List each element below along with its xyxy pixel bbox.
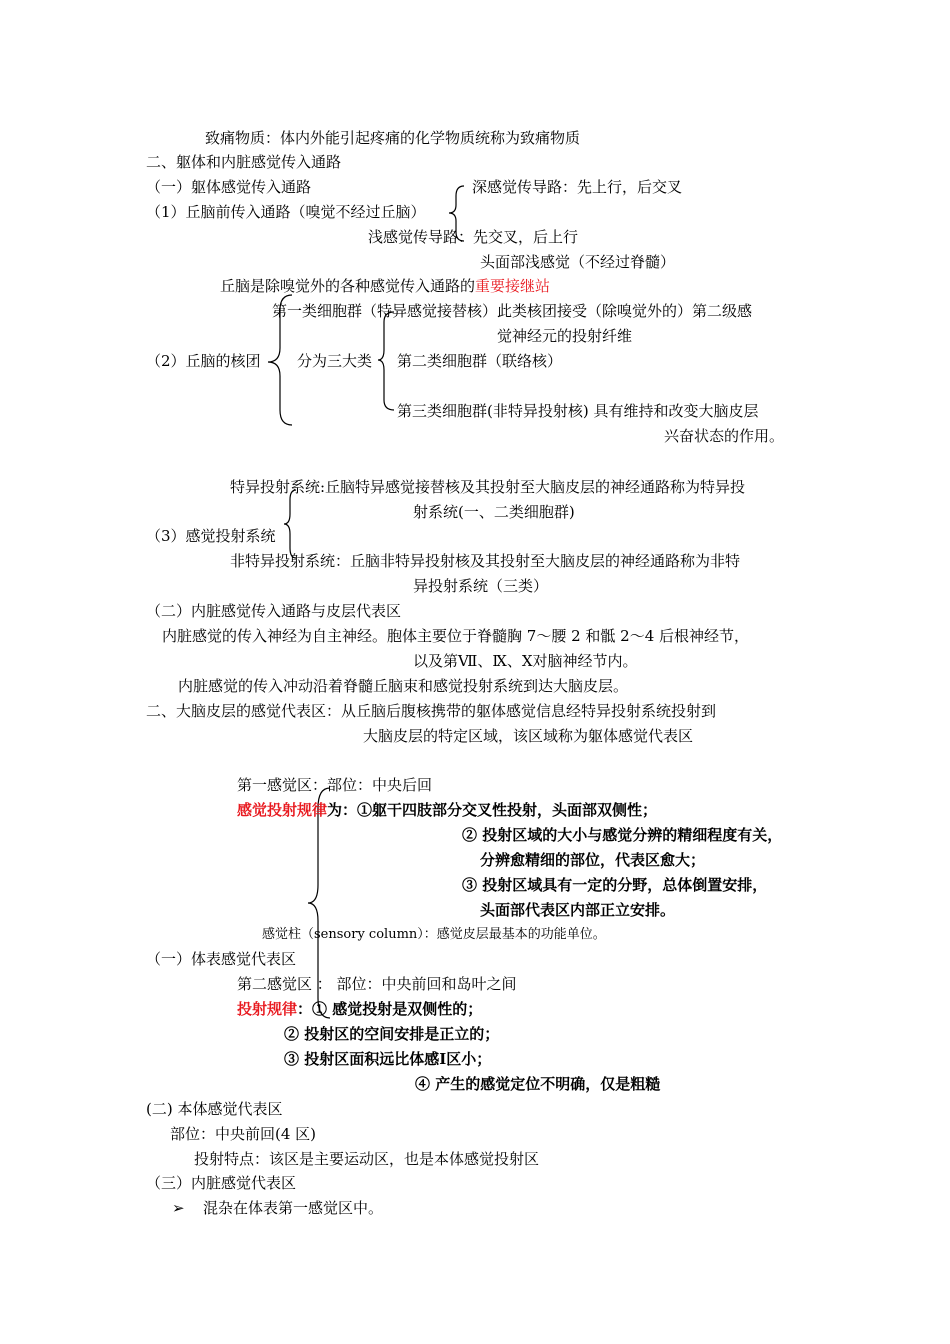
text-line: 致痛物质：体内外能引起疼痛的化学物质统称为致痛物质 — [205, 129, 581, 147]
text-line — [237, 800, 657, 820]
highlight-text: 投射规律 — [237, 1000, 298, 1018]
text-line: 部位：中央前回(4 区) — [170, 1125, 317, 1143]
text-span: 为：①躯干四肢部分交叉性投射，头面部双侧性； — [327, 801, 658, 819]
section-heading: 二、大脑皮层的感觉代表区：从丘脑后腹核携带的躯体感觉信息经特异投射系统投射到 — [146, 702, 717, 720]
text-line: 第一感觉区：部位：中央后回 — [237, 776, 433, 794]
text-line: 分为三大类 — [297, 352, 373, 370]
brace-thalamus-nuclei-inner — [378, 312, 394, 410]
text-line: 第三类细胞群(非特异投射核) 具有维持和改变大脑皮层 — [397, 402, 759, 420]
text-line: 感觉柱（sensory column）：感觉皮层最基本的功能单位。 — [262, 927, 606, 942]
text-line: 分辨愈精细的部位，代表区愈大； — [480, 851, 706, 869]
text-line — [220, 276, 550, 296]
text-line: 第一类细胞群（特异感觉接替核）此类核团接受（除嗅觉外的）第二级感 — [272, 302, 753, 320]
text-line: 异投射系统（三类） — [413, 577, 549, 595]
text-line: （3）感觉投射系统 — [146, 527, 276, 545]
text-line: 深感觉传导路：先上行，后交叉 — [472, 178, 683, 196]
text-line: 内脏感觉的传入冲动沿着脊髓丘脑束和感觉投射系统到达大脑皮层。 — [178, 677, 629, 695]
text-line: 投射特点：该区是主要运动区，也是本体感觉投射区 — [194, 1150, 540, 1168]
list-item: 混杂在体表第一感觉区中。 — [203, 1199, 384, 1217]
text-line: 特异投射系统:丘脑特异感觉接替核及其投射至大脑皮层的神经通路称为特异投 — [230, 478, 746, 496]
text-span: 丘脑是除嗅觉外的各种感觉传入通路的 — [220, 277, 476, 295]
highlight-text: 感觉投射规律 — [237, 801, 328, 819]
text-line: 第二类细胞群（联络核） — [397, 352, 563, 370]
text-line: （2）丘脑的核团 — [146, 352, 261, 370]
text-line: ③ 投射区面积远比体感Ⅰ区小； — [284, 1050, 492, 1068]
text-line: 第二感觉区 ： 部位：中央前回和岛叶之间 — [237, 975, 517, 993]
text-line: 射系统(一、二类细胞群) — [413, 503, 575, 521]
section-heading: 二、躯体和内脏感觉传入通路 — [146, 153, 342, 171]
text-line: ③ 投射区域具有一定的分野，总体倒置安排， — [462, 876, 768, 894]
text-line: 以及第Ⅶ、Ⅸ、Ⅹ对脑神经节内。 — [413, 652, 638, 670]
text-line: ② 投射区的空间安排是正立的； — [284, 1025, 500, 1043]
subsection-heading: （一）躯体感觉传入通路 — [146, 178, 312, 196]
brace-projection-system — [284, 490, 296, 558]
text-line — [237, 999, 482, 1019]
subsection-heading: （二）内脏感觉传入通路与皮层代表区 — [146, 602, 402, 620]
text-line: 非特异投射系统：丘脑非特异投射核及其投射至大脑皮层的神经通路称为非特 — [230, 552, 741, 570]
text-line: 浅感觉传导路：先交叉，后上行 — [368, 228, 579, 246]
highlight-text: 重要接继站 — [475, 277, 551, 295]
text-line: 头面部代表区内部正立安排。 — [480, 901, 676, 919]
text-line: 兴奋状态的作用。 — [664, 427, 785, 445]
text-line: 大脑皮层的特定区域，该区域称为躯体感觉代表区 — [363, 727, 694, 745]
text-span: ：① 感觉投射是双侧性的； — [297, 1000, 483, 1018]
text-line: （1）丘脑前传入通路（嗅觉不经过丘脑） — [146, 203, 426, 221]
text-line: 内脏感觉的传入神经为自主神经。胞体主要位于脊髓胸 7～腰 2 和骶 2～4 后根神经节， — [162, 627, 750, 645]
subsection-heading: （三）内脏感觉代表区 — [146, 1174, 297, 1192]
subsection-heading: （一）体表感觉代表区 — [146, 950, 297, 968]
list-bullet-icon: ➢ — [172, 1199, 185, 1217]
text-line: 觉神经元的投射纤维 — [497, 327, 633, 345]
text-line: 头面部浅感觉（不经过脊髓） — [480, 253, 676, 271]
text-line: ④ 产生的感觉定位不明确，仅是粗糙 — [415, 1075, 661, 1093]
text-line: ② 投射区域的大小与感觉分辨的精细程度有关， — [462, 826, 783, 844]
subsection-heading: (二) 本体感觉代表区 — [146, 1100, 283, 1118]
